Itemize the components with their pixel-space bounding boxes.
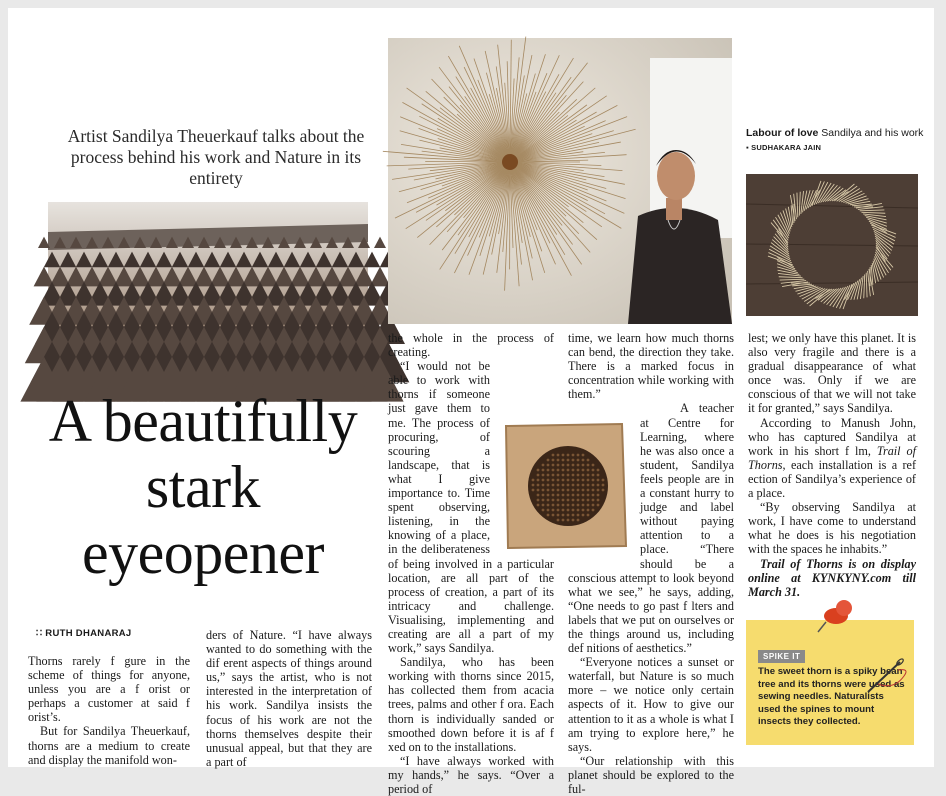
film-title: Trail of Thorns <box>748 444 916 472</box>
thorn-field-photo <box>48 202 368 384</box>
thorn-dot <box>542 479 545 482</box>
artist-photo <box>388 38 732 324</box>
paragraph: “Everyone notices a sunset or waterfall, but Nature is so much more – we notice only certain aspects of it. How to give our attention to it as a whole is what I am trying to explore here,” he says. <box>568 655 734 754</box>
thorn-dot <box>537 494 540 497</box>
paragraph: “Our relationship with this planet should be explored to the ful- <box>568 754 734 796</box>
spike-it-note <box>746 620 914 745</box>
thorn-dot <box>537 474 540 477</box>
wreath-photo <box>746 174 918 316</box>
headline <box>28 388 378 586</box>
spike-it-text: The sweet thorn is a spiky bean tree and its thorns were used as sewing needles. Naturalists used the spines to mount insects they collected. <box>758 666 908 729</box>
thorn-dot <box>562 509 565 512</box>
thorn-dot <box>542 499 545 502</box>
thorn-dot <box>547 499 550 502</box>
caption-title: Labour of love <box>746 127 818 139</box>
thorn-dot <box>547 479 550 482</box>
thorn-dot <box>562 484 565 487</box>
column-1 <box>28 654 190 767</box>
thorn-dot <box>542 509 545 512</box>
paragraph-with-inset <box>568 401 734 655</box>
thorn-dot <box>547 459 550 462</box>
thorn-dot <box>552 514 555 517</box>
photo-credit: ▪ SUDHAKARA JAIN <box>746 143 821 152</box>
paragraph: lest; we only have this planet. It is also very fragile and there is a gradual disappearance of what once was. Only if we are conscious of that we will not take it for granted,” says Sandilya. <box>748 331 916 416</box>
thorn-field-image <box>48 202 368 384</box>
newspaper-page <box>8 8 934 767</box>
thorn-dot <box>552 509 555 512</box>
thorn-dot <box>537 479 540 482</box>
thorn-dot <box>552 504 555 507</box>
thorn-dot <box>537 489 540 492</box>
thorn-dot <box>557 514 560 517</box>
headline-line-3: eyeopener <box>28 520 378 586</box>
thorn-dot <box>552 479 555 482</box>
thorn-dot <box>532 489 535 492</box>
thorn-dot <box>557 459 560 462</box>
thorn-dot <box>552 454 555 457</box>
thorn-dot <box>557 504 560 507</box>
thorn-dot <box>562 494 565 497</box>
thorn-dot <box>552 484 555 487</box>
thorn-dot <box>547 514 550 517</box>
thorn-spike <box>374 237 386 248</box>
thorn-dot <box>542 489 545 492</box>
thorn-dot <box>537 504 540 507</box>
thorn-dot <box>557 494 560 497</box>
thorn-dot <box>547 509 550 512</box>
thorn-dot <box>552 494 555 497</box>
thorn-dot <box>562 504 565 507</box>
paragraph: Trail of Thorns is on display online at KYNKYNY.com till March 31. <box>748 557 916 599</box>
paragraph: Sandilya, who has been working with thorns since 2015, has collected them from acacia trees, palms and other f ora. Each thorn is individually sanded or smoothed down before it is af f xed on to the installations. <box>388 655 554 754</box>
thorn-dot <box>552 474 555 477</box>
thorn-dot <box>557 479 560 482</box>
thorn-dot <box>547 494 550 497</box>
photo-caption <box>746 126 926 155</box>
thorn-dot <box>537 499 540 502</box>
artist-with-thorn-sculpture-image <box>388 38 732 324</box>
thorn-dot <box>537 469 540 472</box>
paragraph: time, we learn how much thorns can bend, the direction they take. There is a marked focus in concentration while working with them.” <box>568 331 734 401</box>
thorn-dot <box>547 484 550 487</box>
thorn-dot <box>562 474 565 477</box>
paragraph: ders of Nature. “I have always wanted to do something with the dif erent aspects of things around us,” says the artist, who is not interested in the interpretation of his work. Sandilya insists the focus of his work are not the thorns themselves despite their unusual appeal, but that they are a part of <box>206 628 372 769</box>
thorn-dot <box>552 489 555 492</box>
column-4 <box>568 331 734 796</box>
caption-text: Sandilya and his work <box>818 127 923 139</box>
thorn-dot <box>557 474 560 477</box>
paragraph: Thorns rarely f gure in the scheme of things for anyone, unless you are a f orist or perhaps a customer at said f orist’s. <box>28 654 190 724</box>
thorn-dot <box>562 519 565 522</box>
thorn-dot <box>552 469 555 472</box>
paragraph: According to Manush John, who has captured Sandilya at work in his short f lm, Trail of Thorns, each installation is a ref ection of Sandilya’s experience of a place. <box>748 416 916 501</box>
thorn-dot <box>562 479 565 482</box>
thorn-dot <box>552 464 555 467</box>
thorn-dot <box>532 479 535 482</box>
thorn-dot <box>562 499 565 502</box>
thorn-dot <box>562 459 565 462</box>
thorn-dot <box>557 464 560 467</box>
thorn-dot <box>542 464 545 467</box>
article-deck: Artist Sandilya Theuerkauf talks about the process behind his work and Nature in its entirety <box>66 126 366 189</box>
column-3 <box>388 331 554 796</box>
thorn-dot <box>557 454 560 457</box>
thorn-dot <box>542 484 545 487</box>
thorn-dot <box>547 464 550 467</box>
thorn-dot <box>562 454 565 457</box>
thorn-dot <box>557 499 560 502</box>
paragraph: the whole in the process of creating. <box>388 331 554 359</box>
thorn-dot <box>542 474 545 477</box>
thorn-dot <box>547 504 550 507</box>
byline: ∷ RUTH DHANARAJ <box>36 628 132 639</box>
paragraph: But for Sandilya Theuerkauf, thorns are a medium to create and display the manifold won- <box>28 724 190 766</box>
thorn-dot <box>557 489 560 492</box>
paragraph-text: “I would not be able to work with thorns if someone just gave them to me. The process of procuring, of scouring a landscape, that is what I give importance to. Time spent observing, listening, in the knowing of a place, in the deliberateness of being involved in a particular location, are all part of the process of creation, a part of its intricacy and challenge. Visualising, implementing and creating are all a part of my work,” says Sandilya. <box>388 359 554 655</box>
thorn-dot <box>552 499 555 502</box>
paragraph: “By observing Sandilya at work, I have come to understand what he does is his negotiation with the spaces he inhabits.” <box>748 500 916 556</box>
thorn-dot <box>562 464 565 467</box>
spike-it-tag: SPIKE IT <box>758 650 805 663</box>
thorn-wreath-image <box>746 174 918 316</box>
thorn-dot <box>537 484 540 487</box>
thorn-dot <box>557 484 560 487</box>
thorn-dot <box>557 509 560 512</box>
thorn-dot <box>547 469 550 472</box>
thorn-dot <box>532 484 535 487</box>
thorn-dot <box>547 489 550 492</box>
thorn-dot <box>542 494 545 497</box>
column-2 <box>206 628 372 769</box>
column-5 <box>748 331 916 599</box>
thorn-dot <box>557 469 560 472</box>
thorn-dot <box>542 469 545 472</box>
thorn-dot <box>557 519 560 522</box>
thorn-dot <box>562 469 565 472</box>
thorn-dot <box>542 504 545 507</box>
paragraph: “I have always worked with my hands,” he says. “Over a period of <box>388 754 554 796</box>
push-pin-icon <box>808 596 858 636</box>
headline-line-1: A beautifully <box>28 388 378 454</box>
thorn-dot <box>562 489 565 492</box>
paragraph-text: A teacher at Centre for Learning, where he was also once a student, Sandilya feels people are in a constant hurry to judge and label without paying attention to a place. “There should be a conscious attempt to look beyond what we see,” he says, adding, “One needs to go past f lters and labels that we put on ourselves or the things around us, including def nitions of aesthetics.” <box>568 401 734 655</box>
thorn-dot <box>547 474 550 477</box>
thorn-dot <box>562 514 565 517</box>
needle-thread-icon <box>864 656 912 696</box>
headline-line-2: stark <box>28 454 378 520</box>
thorn-dot <box>552 459 555 462</box>
